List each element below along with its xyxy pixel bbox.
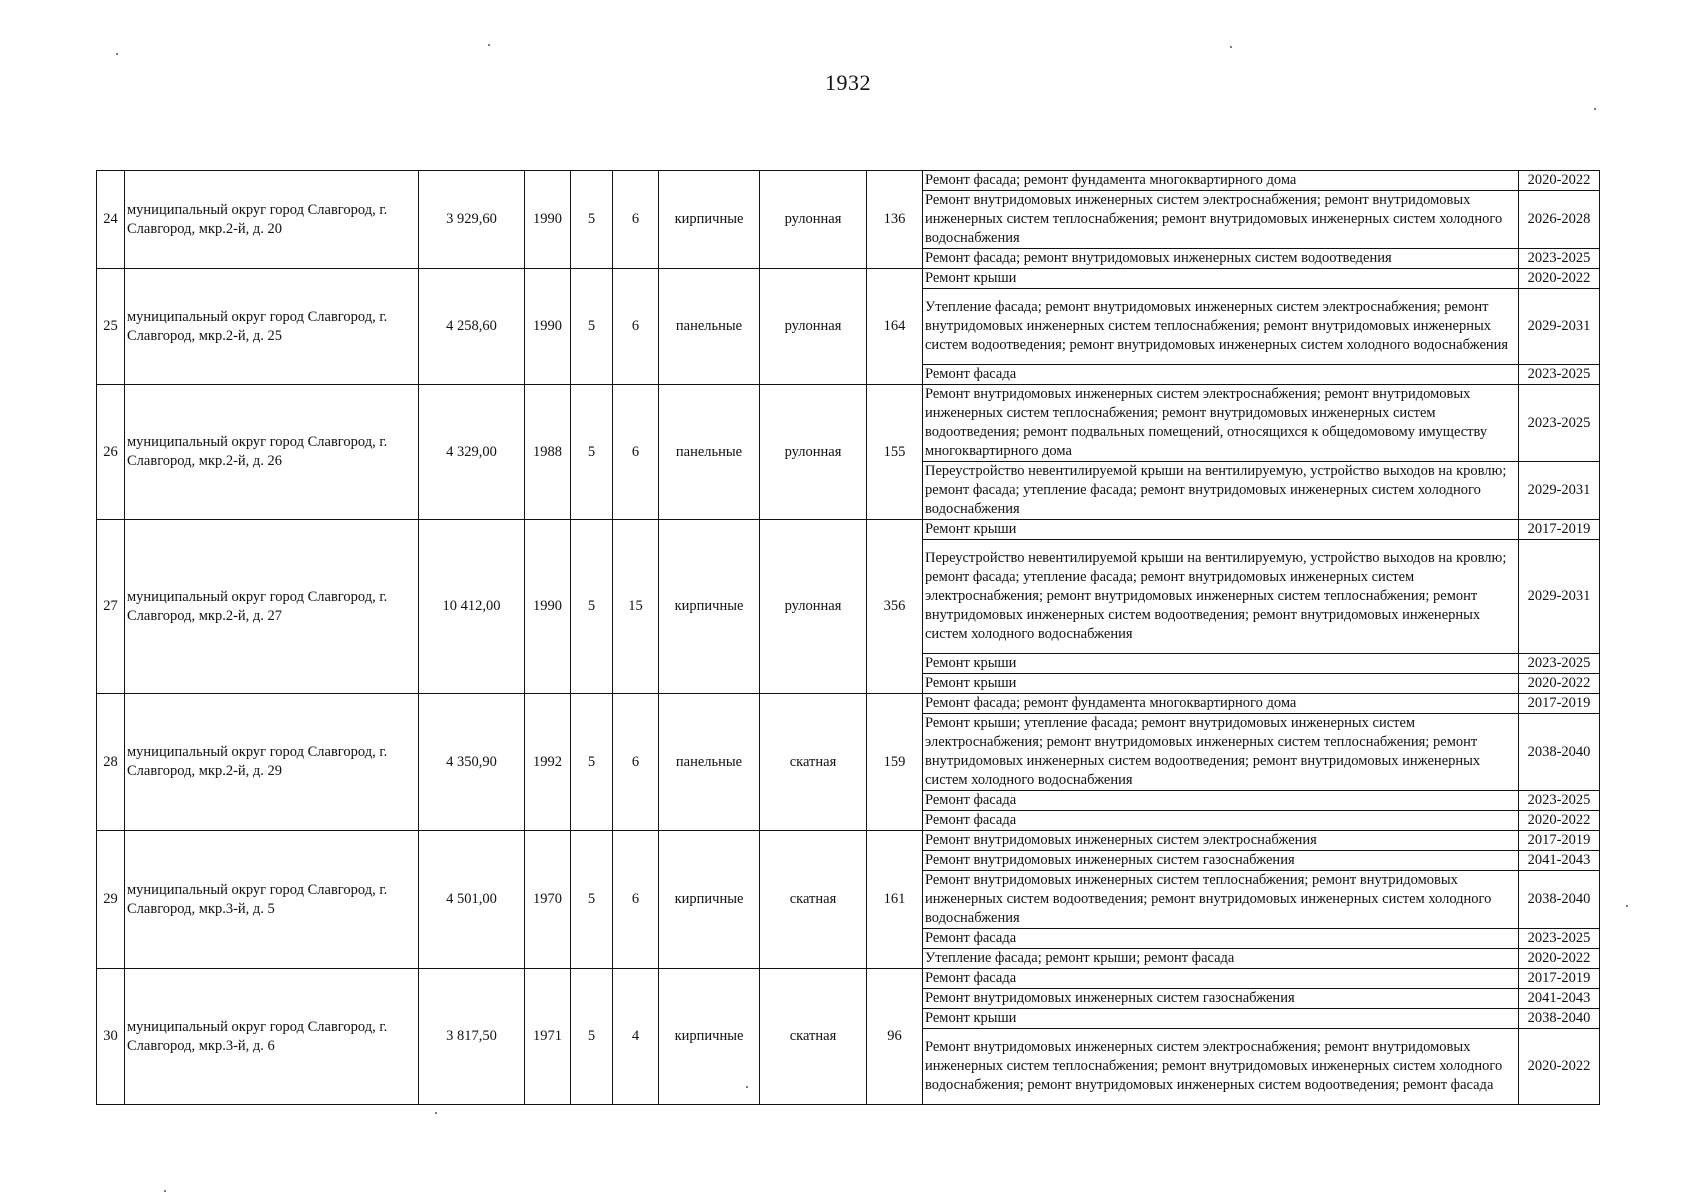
- total-area: 10 412,00: [419, 520, 525, 694]
- row-number: 29: [97, 831, 125, 969]
- work-description: Ремонт крыши: [923, 1009, 1519, 1029]
- table-body: [97, 171, 1600, 1105]
- wall-material: кирпичные: [659, 520, 760, 694]
- build-year: 1988: [525, 385, 571, 520]
- work-period: 2023-2025: [1519, 929, 1600, 949]
- work-period: 2020-2022: [1519, 269, 1600, 289]
- work-period: 2029-2031: [1519, 289, 1600, 365]
- work-description: Переустройство невентилируемой крыши на вентилируемую, устройство выходов на кровлю; ремонт фасада; утепление фасада; ремонт внутридомовых инженерных систем электроснабжения; ремонт внутридомовых инженерных систем теплоснабжения; ремонт внутридомовых инженерных систем водоотведения; ремонт внутридомовых инженерных систем холодного водоснабжения: [923, 540, 1519, 654]
- work-description: Ремонт внутридомовых инженерных систем газоснабжения: [923, 989, 1519, 1009]
- scan-speck: [1230, 46, 1232, 48]
- work-period: 2038-2040: [1519, 1009, 1600, 1029]
- work-description: Ремонт внутридомовых инженерных систем электроснабжения: [923, 831, 1519, 851]
- wall-material: кирпичные: [659, 831, 760, 969]
- wall-material: кирпичные: [659, 969, 760, 1105]
- work-period: 2041-2043: [1519, 851, 1600, 871]
- roof-type: рулонная: [760, 385, 867, 520]
- work-period: 2017-2019: [1519, 694, 1600, 714]
- work-description: Ремонт фасада; ремонт фундамента многоквартирного дома: [923, 171, 1519, 191]
- build-year: 1990: [525, 171, 571, 269]
- work-period: 2017-2019: [1519, 520, 1600, 540]
- total-area: 4 258,60: [419, 269, 525, 385]
- work-description: Ремонт фасада: [923, 969, 1519, 989]
- work-description: Ремонт фасада: [923, 791, 1519, 811]
- work-period: 2020-2022: [1519, 674, 1600, 694]
- work-description: Ремонт крыши: [923, 674, 1519, 694]
- floors-count: 5: [571, 385, 613, 520]
- entrances-count: 6: [613, 269, 659, 385]
- residents-count: 161: [867, 831, 923, 969]
- work-period: 2020-2022: [1519, 171, 1600, 191]
- work-period: 2029-2031: [1519, 462, 1600, 520]
- roof-type: скатная: [760, 969, 867, 1105]
- floors-count: 5: [571, 269, 613, 385]
- roof-type: рулонная: [760, 520, 867, 694]
- work-description: Ремонт внутридомовых инженерных систем газоснабжения: [923, 851, 1519, 871]
- wall-material: панельные: [659, 694, 760, 831]
- work-period: 2029-2031: [1519, 540, 1600, 654]
- work-description: Ремонт внутридомовых инженерных систем электроснабжения; ремонт внутридомовых инженерных систем теплоснабжения; ремонт внутридомовых инженерных систем холодного водоснабжения: [923, 191, 1519, 249]
- row-number: 28: [97, 694, 125, 831]
- work-description: Ремонт внутридомовых инженерных систем теплоснабжения; ремонт внутридомовых инженерных систем водоотведения; ремонт внутридомовых инженерных систем холодного водоснабжения: [923, 871, 1519, 929]
- work-period: 2020-2022: [1519, 811, 1600, 831]
- work-description: Ремонт крыши: [923, 520, 1519, 540]
- work-period: 2026-2028: [1519, 191, 1600, 249]
- work-period: 2017-2019: [1519, 969, 1600, 989]
- work-period: 2023-2025: [1519, 654, 1600, 674]
- work-description: Ремонт фасада; ремонт внутридомовых инженерных систем водоотведения: [923, 249, 1519, 269]
- build-year: 1992: [525, 694, 571, 831]
- work-period: 2023-2025: [1519, 791, 1600, 811]
- scan-speck: [435, 1112, 437, 1114]
- floors-count: 5: [571, 520, 613, 694]
- floors-count: 5: [571, 694, 613, 831]
- work-period: 2038-2040: [1519, 871, 1600, 929]
- house-address: муниципальный округ город Славгород, г. Славгород, мкр.3-й, д. 5: [125, 831, 419, 969]
- residents-count: 136: [867, 171, 923, 269]
- work-description: Утепление фасада; ремонт внутридомовых инженерных систем электроснабжения; ремонт внутридомовых инженерных систем теплоснабжения; ремонт внутридомовых инженерных систем водоотведения; ремонт внутридомовых инженерных систем холодного водоснабжения: [923, 289, 1519, 365]
- wall-material: кирпичные: [659, 171, 760, 269]
- house-address: муниципальный округ город Славгород, г. Славгород, мкр.2-й, д. 25: [125, 269, 419, 385]
- residents-count: 159: [867, 694, 923, 831]
- total-area: 4 329,00: [419, 385, 525, 520]
- table-row: [97, 969, 1600, 989]
- wall-material: панельные: [659, 269, 760, 385]
- work-description: Утепление фасада; ремонт крыши; ремонт фасада: [923, 949, 1519, 969]
- roof-type: рулонная: [760, 269, 867, 385]
- table-row: [97, 694, 1600, 714]
- work-description: Ремонт внутридомовых инженерных систем электроснабжения; ремонт внутридомовых инженерных систем теплоснабжения; ремонт внутридомовых инженерных систем водоотведения; ремонт подвальных помещений, относящихся к общедомовому имуществу многоквартирного дома: [923, 385, 1519, 462]
- repair-schedule-table: [96, 170, 1600, 1105]
- entrances-count: 6: [613, 831, 659, 969]
- work-description: Ремонт крыши; утепление фасада; ремонт внутридомовых инженерных систем электроснабжения; ремонт внутридомовых инженерных систем теплоснабжения; ремонт внутридомовых инженерных систем водоотведения; ремонт внутридомовых инженерных систем холодного водоснабжения: [923, 714, 1519, 791]
- total-area: 3 817,50: [419, 969, 525, 1105]
- work-period: 2020-2022: [1519, 949, 1600, 969]
- work-description: Ремонт фасада: [923, 365, 1519, 385]
- table-row: [97, 385, 1600, 462]
- work-description: Ремонт фасада; ремонт фундамента многоквартирного дома: [923, 694, 1519, 714]
- work-description: Ремонт крыши: [923, 654, 1519, 674]
- work-period: 2041-2043: [1519, 989, 1600, 1009]
- work-period: 2017-2019: [1519, 831, 1600, 851]
- entrances-count: 6: [613, 694, 659, 831]
- total-area: 4 501,00: [419, 831, 525, 969]
- roof-type: скатная: [760, 694, 867, 831]
- build-year: 1990: [525, 269, 571, 385]
- build-year: 1970: [525, 831, 571, 969]
- table-row: [97, 520, 1600, 540]
- scan-speck: [746, 1086, 748, 1088]
- table-row: [97, 269, 1600, 289]
- table-row: [97, 831, 1600, 851]
- residents-count: 356: [867, 520, 923, 694]
- work-description: Ремонт фасада: [923, 811, 1519, 831]
- work-period: 2023-2025: [1519, 365, 1600, 385]
- house-address: муниципальный округ город Славгород, г. Славгород, мкр.2-й, д. 26: [125, 385, 419, 520]
- row-number: 27: [97, 520, 125, 694]
- entrances-count: 4: [613, 969, 659, 1105]
- house-address: муниципальный округ город Славгород, г. Славгород, мкр.2-й, д. 29: [125, 694, 419, 831]
- work-description: Ремонт фасада: [923, 929, 1519, 949]
- house-address: муниципальный округ город Славгород, г. Славгород, мкр.2-й, д. 27: [125, 520, 419, 694]
- wall-material: панельные: [659, 385, 760, 520]
- row-number: 26: [97, 385, 125, 520]
- table-row: [97, 171, 1600, 191]
- residents-count: 96: [867, 969, 923, 1105]
- build-year: 1971: [525, 969, 571, 1105]
- floors-count: 5: [571, 171, 613, 269]
- scan-speck: [488, 44, 490, 46]
- entrances-count: 6: [613, 171, 659, 269]
- residents-count: 164: [867, 269, 923, 385]
- scan-speck: [116, 53, 118, 55]
- row-number: 30: [97, 969, 125, 1105]
- work-description: Ремонт крыши: [923, 269, 1519, 289]
- row-number: 24: [97, 171, 125, 269]
- scan-speck: [1594, 108, 1596, 110]
- work-description: Ремонт внутридомовых инженерных систем электроснабжения; ремонт внутридомовых инженерных систем теплоснабжения; ремонт внутридомовых инженерных систем холодного водоснабжения; ремонт внутридомовых инженерных систем водоотведения; ремонт фасада: [923, 1029, 1519, 1105]
- page-number: 1932: [825, 70, 871, 95]
- work-period: 2023-2025: [1519, 249, 1600, 269]
- total-area: 4 350,90: [419, 694, 525, 831]
- entrances-count: 6: [613, 385, 659, 520]
- scan-speck: [164, 1190, 166, 1192]
- entrances-count: 15: [613, 520, 659, 694]
- house-address: муниципальный округ город Славгород, г. Славгород, мкр.2-й, д. 20: [125, 171, 419, 269]
- work-period: 2020-2022: [1519, 1029, 1600, 1105]
- floors-count: 5: [571, 831, 613, 969]
- roof-type: рулонная: [760, 171, 867, 269]
- house-address: муниципальный округ город Славгород, г. Славгород, мкр.3-й, д. 6: [125, 969, 419, 1105]
- total-area: 3 929,60: [419, 171, 525, 269]
- work-description: Переустройство невентилируемой крыши на вентилируемую, устройство выходов на кровлю; ремонт фасада; утепление фасада; ремонт внутридомовых инженерных систем холодного водоснабжения: [923, 462, 1519, 520]
- row-number: 25: [97, 269, 125, 385]
- roof-type: скатная: [760, 831, 867, 969]
- scan-speck: [1626, 905, 1628, 907]
- build-year: 1990: [525, 520, 571, 694]
- work-period: 2038-2040: [1519, 714, 1600, 791]
- residents-count: 155: [867, 385, 923, 520]
- floors-count: 5: [571, 969, 613, 1105]
- work-period: 2023-2025: [1519, 385, 1600, 462]
